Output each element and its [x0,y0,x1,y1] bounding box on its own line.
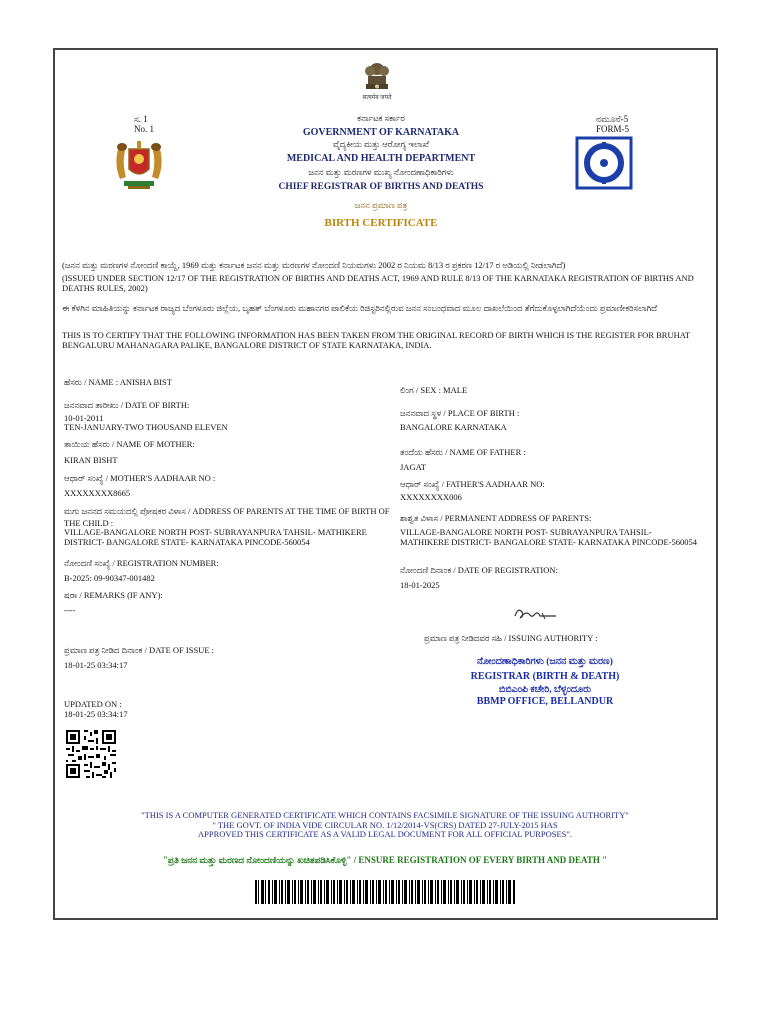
govt-title-en: GOVERNMENT OF KARNATAKA [302,127,460,138]
address-value: VILLAGE-BANGALORE NORTH POST- SUBRAYANPURA TAHSIL- MATHIKERE DISTRICT- BANGALORE STATE- KARNATAKA PINCODE-560054 [64,527,367,547]
sex-field: ಲಿಂಗ / SEX : MALE [400,385,468,395]
issue-date-value: 18-01-25 03:34:17 [64,660,128,670]
registration-number-label: ನೋಂದಣಿ ಸಂಖ್ಯೆ / REGISTRATION NUMBER: [64,558,219,568]
serial-no-kn: ಸ. 1 [134,114,148,124]
dob-words: TEN-JANUARY-TWO THOUSAND ELEVEN [64,422,228,432]
updated-label: UPDATED ON : [64,699,122,709]
dob-value: 10-01-2011 [64,413,104,423]
registrar-title-kn: ಜನನ ಮತ್ತು ಮರಣಗಳ ಮುಖ್ಯ ನೋಂದಣಾಧಿಕಾರಿಗಳು [308,167,454,177]
dept-title-kn: ವೈದ್ಯಕೀಯ ಮತ್ತು ಆರೋಗ್ಯ ಇಲಾಖೆ [333,139,429,149]
father-name-label: ತಂದೆಯ ಹೆಸರು / NAME OF FATHER : [400,447,526,457]
signature-image [512,604,558,624]
place-of-birth-value: BANGALORE KARNATAKA [400,422,507,432]
karnataka-emblem-icon [110,139,168,191]
registration-logo-icon [575,136,633,190]
stamp-line-kn-2: ಬಿಬಿಎಂಪಿ ಕಚೇರಿ, ಬೆಳ್ಳಂದೂರು [498,685,592,695]
remarks-label: ಷರಾ / REMARKS (IF ANY): [64,590,163,600]
registration-date-label: ನೋಂದಣಿ ದಿನಾಂಕ / DATE OF REGISTRATION: [400,565,558,575]
father-aadhaar-value: XXXXXXXX006 [400,492,462,502]
circular-note-line-1: " THE GOVT. OF INDIA VIDE CIRCULAR NO. 1/12/2014-VS(CRS) DATED 27-JULY-2015 HAS [212,820,558,830]
form-no-kn: ನಮೂನೆ-5 [596,114,629,124]
ensure-registration-note: "ಪ್ರತಿ ಜನನ ಮತ್ತು ಮರಣದ ನೋಂದಣಿಯನ್ನು ಖಚಿತಪಡಿಸಿಕೊಳ್ಳಿ" / ENSURE REGISTRATION OF EVERY BIRTH AND DEATH " [162,855,608,865]
national-emblem-icon [359,60,395,94]
permanent-address-value: VILLAGE-BANGALORE NORTH POST- SUBRAYANPURA TAHSIL- MATHIKERE DISTRICT- BANGALORE STATE- KARNATAKA PINCODE-560054 [400,527,698,547]
dept-title-en: MEDICAL AND HEALTH DEPARTMENT [286,153,476,164]
barcode-image [255,880,515,904]
remarks-value: ---- [64,605,76,615]
computer-generated-note: "THIS IS A COMPUTER GENERATED CERTIFICATE WHICH CONTAINS FACSIMILE SIGNATURE OF THE ISSUING AUTHORITY" [141,810,629,820]
issuing-authority-label: ಪ್ರಮಾಣ ಪತ್ರ ನೀಡಿದವರ ಸಹಿ / ISSUING AUTHORITY : [424,633,598,643]
mother-aadhaar-value: XXXXXXXX8665 [64,488,131,498]
form-no-en: FORM-5 [596,124,630,134]
certify-kn: ಈ ಕೆಳಗಿನ ಮಾಹಿತಿಯನ್ನು ಕರ್ನಾಟಕ ರಾಜ್ಯದ ಬೆಂಗಳೂರು ಜಿಲ್ಲೆಯ, ಬೃಹತ್ ಬೆಂಗಳೂರು ಮಹಾನಗರ ಪಾಲಿಕೆಯ ರಿಜಿಸ್ಟರಿನಲ್ಲಿರುವ ಜನನ ಸಂಬಂಧವಾದ ಮೂಲ ದಾಖಲೆಯಿಂದ ತೆಗೆದುಕೊಳ್ಳಲಾಗಿದೆಯೆಂದು ಪ್ರಮಾಣೀಕರಿಸಲಾಗಿದೆ [62,303,658,313]
mother-aadhaar-label: ಆಧಾರ್ ಸಂಖ್ಯೆ / MOTHER'S AADHAAR NO : [64,473,216,483]
certify-en: THIS IS TO CERTIFY THAT THE FOLLOWING INFORMATION HAS BEEN TAKEN FROM THE ORIGINAL RECORD OF BIRTH WHICH IS THE REGISTER FOR BRUHAT BENGALURU MAHANAGARA PALIKE, BANGALORE DISTRICT OF STATE KARNATAKA, INDIA. [62,330,690,350]
stamp-line-en-1: REGISTRAR (BIRTH & DEATH) [470,671,620,682]
certificate-title-kn: ಜನನ ಪ್ರಮಾಣ ಪತ್ರ [354,200,408,210]
stamp-line-en-2: BBMP OFFICE, BELLANDUR [476,696,614,707]
issued-under-kn: (ಜನನ ಮತ್ತು ಮರಣಗಳ ನೋಂದಣಿ ಕಾಯ್ದೆ, 1969 ಮತ್ತು ಕರ್ನಾಟಕ ಜನನ ಮತ್ತು ಮರಣಗಳ ನೋಂದಣಿ ನಿಯಮಗಳು 2002 ರ ನಿಯಮ 8/13 ರ ಪ್ರಕರಣ 12/17 ರ ಅಡಿಯಲ್ಲಿ ನೀಡಲಾಗಿದೆ) [62,260,566,270]
address-label: ಮಗು ಜನನದ ಸಮಯದಲ್ಲಿ ಪೋಷಕರ ವಿಳಾಸ / ADDRESS OF PARENTS AT THE TIME OF BIRTH OF THE CHILD : [64,506,390,528]
updated-value: 18-01-25 03:34:17 [64,709,128,719]
issued-under-en: (ISSUED UNDER SECTION 12/17 OF THE REGISTRATION OF BIRTHS AND DEATHS ACT, 1969 AND RULE 8/13 OF THE KARNATAKA REGISTRATION OF BIRTHS AND DEATHS RULES, 2002) [62,273,694,293]
qr-code-icon [64,728,118,780]
registration-date-value: 18-01-2025 [400,580,440,590]
circular-note-line-2: APPROVED THIS CERTIFICATE AS A VALID LEGAL DOCUMENT FOR ALL OFFICIAL PURPOSES". [197,829,573,839]
registrar-title-en: CHIEF REGISTRAR OF BIRTHS AND DEATHS [278,182,484,192]
issue-date-label: ಪ್ರಮಾಣ ಪತ್ರ ನೀಡಿದ ದಿನಾಂಕ / DATE OF ISSUE : [64,645,214,655]
certificate-title-en: BIRTH CERTIFICATE [324,217,438,229]
dob-label: ಜನನವಾದ ತಾರೀಖು / DATE OF BIRTH: [64,400,190,410]
father-aadhaar-label: ಆಧಾರ್ ಸಂಖ್ಯೆ / FATHER'S AADHAAR NO: [400,479,545,489]
name-field: ಹೆಸರು / NAME : ANISHA BIST [64,377,172,387]
permanent-address-label: ಶಾಶ್ವತ ವಿಳಾಸ / PERMANENT ADDRESS OF PARENTS: [400,513,592,523]
registration-number-value: B-2025: 09-90347-001482 [64,573,155,583]
stamp-line-kn-1: ನೋಂದಣಾಧಿಕಾರಿಗಳು (ಜನನ ಮತ್ತು ಮರಣ) [477,657,613,667]
place-of-birth-label: ಜನನವಾದ ಸ್ಥಳ / PLACE OF BIRTH : [400,408,520,418]
father-name-value: JAGAT [400,462,426,472]
govt-title-kn: ಕರ್ನಾಟಕ ಸರ್ಕಾರ [357,113,405,123]
emblem-motto: सत्यमेव जयते [362,95,392,101]
mother-name-value: KIRAN BISHT [64,455,118,465]
serial-no-en: No. 1 [134,124,154,134]
mother-name-label: ತಾಯಿಯ ಹೆಸರು / NAME OF MOTHER: [64,439,195,449]
